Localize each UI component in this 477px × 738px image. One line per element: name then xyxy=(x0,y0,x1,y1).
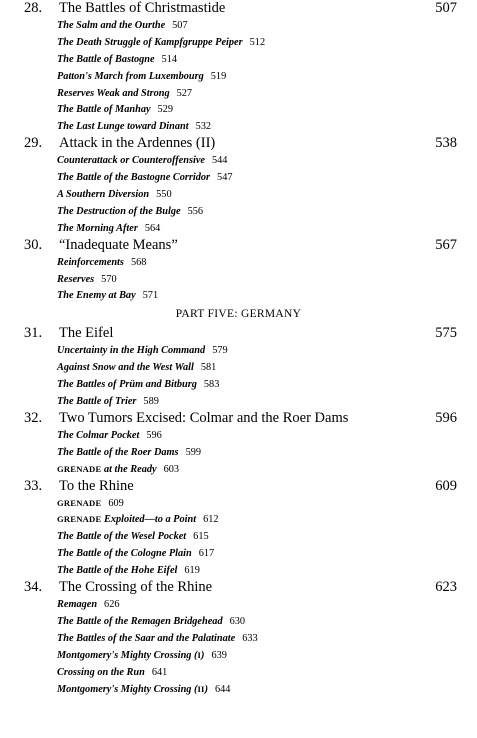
subsection-entry xyxy=(57,287,477,304)
subsection-list xyxy=(0,596,477,697)
subsection-title: ) xyxy=(204,683,208,695)
subsection-entry xyxy=(57,647,477,664)
subsection-title: The Battle of the Wesel Pocket xyxy=(57,531,187,543)
subsection-title: The Battle of the Roer Dams xyxy=(57,446,179,458)
subsection-list xyxy=(0,427,477,478)
subsection-title: The Battles of Prüm and Bitburg xyxy=(57,379,197,391)
chapter-page-number: 538 xyxy=(435,135,457,152)
subsection-entry xyxy=(57,51,477,68)
chapter-number: 30. xyxy=(24,236,43,253)
chapter-page-number: 596 xyxy=(435,409,457,426)
subsection-title: The Death Struggle of Kampfgruppe Peiper xyxy=(57,36,243,48)
subsection-title: The Morning After xyxy=(57,222,138,234)
subsection-entry xyxy=(57,85,477,102)
subsection-page-number: 571 xyxy=(142,290,159,302)
subsection-title: Crossing on the Run xyxy=(57,666,145,678)
subsection-title: The Enemy at Bay xyxy=(57,290,136,302)
subsection-page-number: 626 xyxy=(104,599,120,611)
subsection-entry xyxy=(57,169,477,186)
chapter-title: Attack in the Ardennes (II) xyxy=(59,135,216,152)
subsection-title: The Destruction of the Bulge xyxy=(57,205,181,217)
subsection-page-number: 589 xyxy=(143,396,159,408)
subsection-title: The Battles of the Saar and the Palatinate xyxy=(57,632,236,644)
subsection-small-caps: GRENADE xyxy=(57,497,102,508)
chapter-heading xyxy=(0,237,477,254)
subsection-page-number: 612 xyxy=(203,514,219,526)
subsection-title: The Salm and the Ourthe xyxy=(57,20,166,31)
chapter-page-number: 507 xyxy=(435,0,457,16)
subsection-title: The Colmar Pocket xyxy=(57,429,140,441)
subsection-entry xyxy=(57,393,477,410)
chapter-number: 34. xyxy=(24,579,43,596)
subsection-title: The Battle of the Remagen Bridgehead xyxy=(57,615,223,627)
subsection-page-number: 596 xyxy=(146,429,162,441)
subsection-title: The Battle of Manhay xyxy=(57,104,151,116)
chapter-number: 28. xyxy=(24,0,43,16)
subsection-page-number: 544 xyxy=(211,155,228,167)
subsection-entry xyxy=(57,427,477,444)
chapter-title: The Crossing of the Rhine xyxy=(59,579,213,596)
subsection-title-prefix: Montgomery's Mighty Crossing ( xyxy=(57,683,198,695)
subsection-page-number: 639 xyxy=(211,649,227,661)
chapter-entry xyxy=(0,410,477,478)
subsection-entry xyxy=(57,681,477,698)
subsection-title: Reinforcements xyxy=(57,256,124,268)
subsection-list xyxy=(0,254,477,305)
subsection-entry xyxy=(57,186,477,203)
subsection-page-number: 507 xyxy=(172,20,188,31)
chapter-heading xyxy=(0,478,477,495)
subsection-entry xyxy=(57,220,477,237)
subsection-page-number: 547 xyxy=(217,172,233,184)
subsection-entry xyxy=(57,118,477,135)
subsection-small-caps: GRENADE xyxy=(57,514,102,525)
chapter-number: 31. xyxy=(24,325,43,342)
subsection-page-number: 514 xyxy=(161,53,177,65)
chapter-entry xyxy=(0,304,477,410)
chapter-heading xyxy=(0,0,477,17)
subsection-entry xyxy=(57,254,477,271)
subsection-entry xyxy=(57,596,477,613)
subsection-entry xyxy=(57,68,477,85)
subsection-title: Uncertainty in the High Command xyxy=(57,345,206,357)
subsection-title: Patton's March from Luxembourg xyxy=(57,70,204,82)
subsection-small-caps: II xyxy=(197,683,205,694)
subsection-list xyxy=(0,342,477,410)
chapter-page-number: 623 xyxy=(435,579,457,596)
subsection-list xyxy=(0,495,477,579)
subsection-title: Exploited—to a Point xyxy=(101,514,197,526)
subsection-title: ) xyxy=(201,649,205,661)
subsection-title: Remagen xyxy=(57,599,98,611)
subsection-entry xyxy=(57,342,477,359)
subsection-page-number: 633 xyxy=(242,632,258,644)
subsection-title: The Battle of the Bastogne Corridor xyxy=(57,172,211,184)
subsection-title: The Last Lunge toward Dinant xyxy=(57,121,189,133)
subsection-entry xyxy=(57,444,477,461)
subsection-title: The Battle of Bastogne xyxy=(57,53,155,65)
part-heading: PART FIVE: GERMANY xyxy=(175,308,302,321)
subsection-page-number: 512 xyxy=(249,36,266,48)
chapter-heading xyxy=(0,325,477,342)
chapter-entry xyxy=(0,237,477,305)
subsection-title: Reserves Weak and Strong xyxy=(57,87,170,99)
subsection-page-number: 599 xyxy=(185,446,202,458)
subsection-page-number: 568 xyxy=(130,256,147,268)
subsection-title: The Battle of the Hohe Eifel xyxy=(57,565,178,577)
chapter-entry xyxy=(0,135,477,236)
subsection-page-number: 570 xyxy=(101,273,117,285)
subsection-entry xyxy=(57,613,477,630)
subsection-entry xyxy=(57,461,477,478)
subsection-page-number: 532 xyxy=(195,121,212,133)
subsection-page-number: 609 xyxy=(108,497,124,509)
subsection-page-number: 644 xyxy=(215,683,231,695)
subsection-entry xyxy=(57,359,477,376)
subsection-page-number: 564 xyxy=(144,222,161,234)
subsection-entry xyxy=(57,664,477,681)
subsection-page-number: 615 xyxy=(193,531,209,543)
subsection-list xyxy=(0,17,477,135)
subsection-title: The Battle of Trier xyxy=(57,396,137,408)
chapter-entry xyxy=(0,579,477,697)
subsection-page-number: 603 xyxy=(163,463,180,475)
subsection-page-number: 519 xyxy=(210,70,227,82)
subsection-page-number: 641 xyxy=(151,666,168,678)
subsection-entry xyxy=(57,271,477,288)
chapter-heading xyxy=(0,135,477,152)
chapter-title: Two Tumors Excised: Colmar and the Roer Dams xyxy=(59,409,349,426)
subsection-page-number: 529 xyxy=(157,104,173,116)
subsection-entry xyxy=(57,17,477,34)
chapter-number: 29. xyxy=(24,135,43,152)
chapter-number: 32. xyxy=(24,409,43,426)
subsection-entry xyxy=(57,630,477,647)
subsection-entry xyxy=(57,511,477,528)
chapter-title: The Battles of Christmastide xyxy=(59,0,226,16)
subsection-entry xyxy=(57,495,477,512)
chapter-title: “Inadequate Means” xyxy=(59,236,178,253)
chapter-number: 33. xyxy=(24,477,43,494)
chapter-page-number: 567 xyxy=(435,236,457,253)
subsection-page-number: 583 xyxy=(203,379,220,391)
chapter-title: The Eifel xyxy=(59,325,114,342)
subsection-page-number: 617 xyxy=(198,548,215,560)
subsection-entry xyxy=(57,101,477,118)
subsection-title: Against Snow and the West Wall xyxy=(57,362,194,374)
subsection-page-number: 527 xyxy=(176,87,193,99)
subsection-small-caps: I xyxy=(197,649,202,660)
chapter-heading xyxy=(0,579,477,596)
subsection-entry xyxy=(57,545,477,562)
subsection-small-caps: GRENADE xyxy=(57,463,102,474)
subsection-page-number: 550 xyxy=(156,189,172,201)
subsection-page-number: 579 xyxy=(212,345,228,357)
subsection-title: Reserves xyxy=(57,273,95,285)
subsection-title-prefix: Montgomery's Mighty Crossing ( xyxy=(57,649,198,661)
subsection-entry xyxy=(57,528,477,545)
subsection-list xyxy=(0,152,477,236)
subsection-title: Counterattack or Counteroffensive xyxy=(57,155,205,167)
subsection-title: A Southern Diversion xyxy=(57,189,150,201)
chapter-heading xyxy=(0,410,477,427)
subsection-entry xyxy=(57,203,477,220)
chapter-entry xyxy=(0,478,477,579)
subsection-title: at the Ready xyxy=(101,463,157,475)
chapter-page-number: 609 xyxy=(435,477,457,494)
subsection-page-number: 630 xyxy=(229,615,246,627)
chapter-page-number: 575 xyxy=(435,325,457,342)
chapter-title: To the Rhine xyxy=(59,477,134,494)
subsection-entry xyxy=(57,34,477,51)
subsection-entry xyxy=(57,376,477,393)
subsection-page-number: 581 xyxy=(200,362,217,374)
subsection-entry xyxy=(57,562,477,579)
subsection-page-number: 619 xyxy=(184,565,200,577)
subsection-page-number: 556 xyxy=(187,205,204,217)
subsection-entry xyxy=(57,152,477,169)
chapter-entry xyxy=(0,0,477,135)
subsection-title: The Battle of the Cologne Plain xyxy=(57,548,192,560)
